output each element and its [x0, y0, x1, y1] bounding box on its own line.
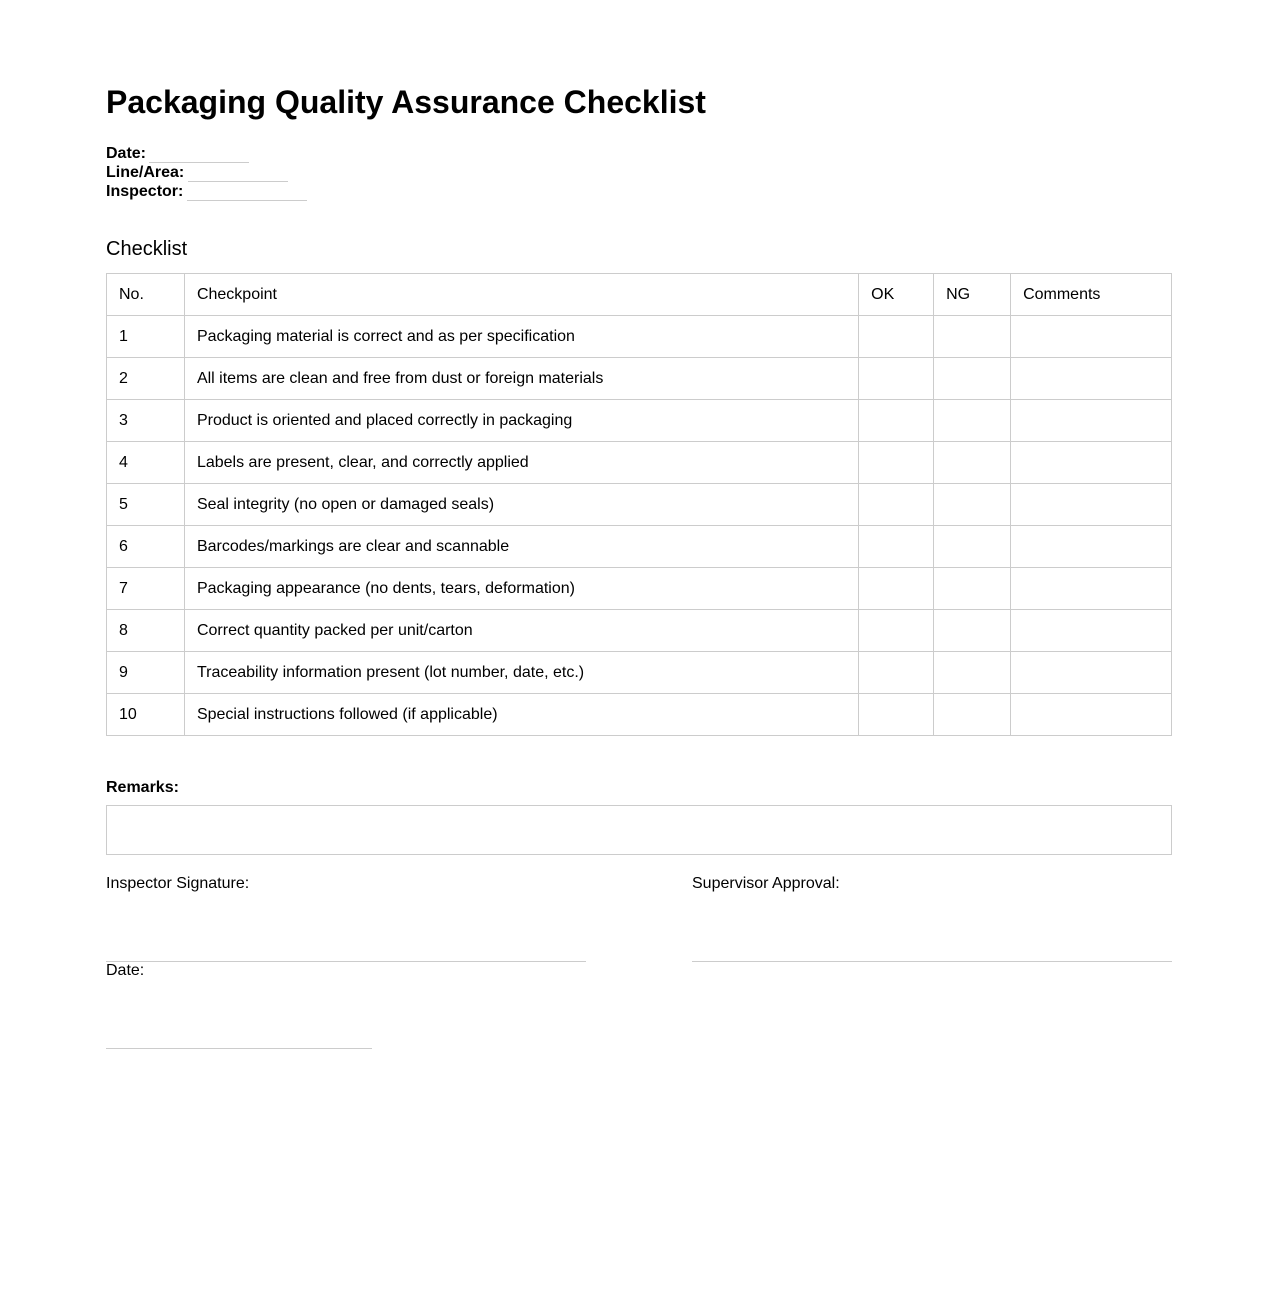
table-row	[107, 610, 1172, 652]
row-ng-cell[interactable]	[934, 400, 1011, 442]
row-ng-cell[interactable]	[934, 568, 1011, 610]
supervisor-approval-label: Supervisor Approval:	[692, 875, 840, 892]
row-ng-cell[interactable]	[934, 652, 1011, 694]
row-ng-cell[interactable]	[934, 610, 1011, 652]
meta-line-area-field[interactable]	[188, 164, 288, 182]
row-number: 9	[107, 652, 185, 694]
table-row	[107, 526, 1172, 568]
table-header-row	[107, 274, 1172, 316]
row-ok-cell[interactable]	[859, 358, 934, 400]
row-comments-cell[interactable]	[1011, 316, 1172, 358]
row-comments-cell[interactable]	[1011, 442, 1172, 484]
row-comments-cell[interactable]	[1011, 358, 1172, 400]
row-comments-cell[interactable]	[1011, 400, 1172, 442]
remarks-label: Remarks:	[106, 779, 179, 796]
meta-inspector-field[interactable]	[187, 183, 307, 201]
row-checkpoint: All items are clean and free from dust or foreign materials	[184, 358, 858, 400]
row-ok-cell[interactable]	[859, 694, 934, 736]
row-ok-cell[interactable]	[859, 400, 934, 442]
column-header-ng: NG	[934, 274, 1011, 316]
row-checkpoint: Product is oriented and placed correctly in packaging	[184, 400, 858, 442]
row-checkpoint: Traceability information present (lot number, date, etc.)	[184, 652, 858, 694]
row-number: 2	[107, 358, 185, 400]
page-title: Packaging Quality Assurance Checklist	[106, 84, 706, 120]
checklist-table	[106, 273, 1172, 736]
column-header-no: No.	[107, 274, 185, 316]
row-ok-cell[interactable]	[859, 316, 934, 358]
column-header-comments: Comments	[1011, 274, 1172, 316]
row-ng-cell[interactable]	[934, 442, 1011, 484]
row-checkpoint: Special instructions followed (if applicable)	[184, 694, 858, 736]
meta-date-label: Date:	[106, 145, 147, 162]
row-comments-cell[interactable]	[1011, 652, 1172, 694]
column-header-checkpoint: Checkpoint	[184, 274, 858, 316]
row-checkpoint: Barcodes/markings are clear and scannable	[184, 526, 858, 568]
table-row	[107, 694, 1172, 736]
row-comments-cell[interactable]	[1011, 610, 1172, 652]
row-number: 7	[107, 568, 185, 610]
row-number: 4	[107, 442, 185, 484]
row-ok-cell[interactable]	[859, 484, 934, 526]
row-number: 10	[107, 694, 185, 736]
row-number: 6	[107, 526, 185, 568]
row-number: 1	[107, 316, 185, 358]
table-row	[107, 358, 1172, 400]
supervisor-approval-line[interactable]	[692, 961, 1172, 962]
row-checkpoint: Seal integrity (no open or damaged seals)	[184, 484, 858, 526]
signature-date-line[interactable]	[106, 1048, 372, 1049]
row-checkpoint: Correct quantity packed per unit/carton	[184, 610, 858, 652]
remarks-field[interactable]	[106, 805, 1172, 855]
inspector-signature-label: Inspector Signature:	[106, 875, 250, 892]
meta-inspector-row	[106, 183, 307, 202]
row-comments-cell[interactable]	[1011, 526, 1172, 568]
meta-line-area-label: Line/Area:	[106, 164, 185, 181]
signature-date-label: Date:	[106, 962, 145, 979]
row-number: 8	[107, 610, 185, 652]
row-ok-cell[interactable]	[859, 526, 934, 568]
row-checkpoint: Packaging material is correct and as per specification	[184, 316, 858, 358]
table-row	[107, 442, 1172, 484]
meta-date-field[interactable]	[149, 145, 249, 163]
inspector-signature-line[interactable]	[106, 961, 586, 962]
table-row	[107, 400, 1172, 442]
meta-line-area-row	[106, 164, 307, 183]
meta-inspector-label: Inspector:	[106, 183, 184, 200]
row-ok-cell[interactable]	[859, 568, 934, 610]
column-header-ok: OK	[859, 274, 934, 316]
row-ng-cell[interactable]	[934, 316, 1011, 358]
row-comments-cell[interactable]	[1011, 568, 1172, 610]
row-checkpoint: Packaging appearance (no dents, tears, deformation)	[184, 568, 858, 610]
row-checkpoint: Labels are present, clear, and correctly applied	[184, 442, 858, 484]
table-row	[107, 484, 1172, 526]
row-ok-cell[interactable]	[859, 442, 934, 484]
row-comments-cell[interactable]	[1011, 484, 1172, 526]
table-row	[107, 652, 1172, 694]
row-ng-cell[interactable]	[934, 358, 1011, 400]
row-number: 5	[107, 484, 185, 526]
table-row	[107, 568, 1172, 610]
meta-date-row	[106, 145, 307, 164]
row-number: 3	[107, 400, 185, 442]
row-ng-cell[interactable]	[934, 694, 1011, 736]
row-ok-cell[interactable]	[859, 610, 934, 652]
row-ok-cell[interactable]	[859, 652, 934, 694]
checklist-heading: Checklist	[106, 238, 188, 260]
meta-fields	[106, 145, 307, 202]
row-comments-cell[interactable]	[1011, 694, 1172, 736]
row-ng-cell[interactable]	[934, 484, 1011, 526]
table-row	[107, 316, 1172, 358]
row-ng-cell[interactable]	[934, 526, 1011, 568]
